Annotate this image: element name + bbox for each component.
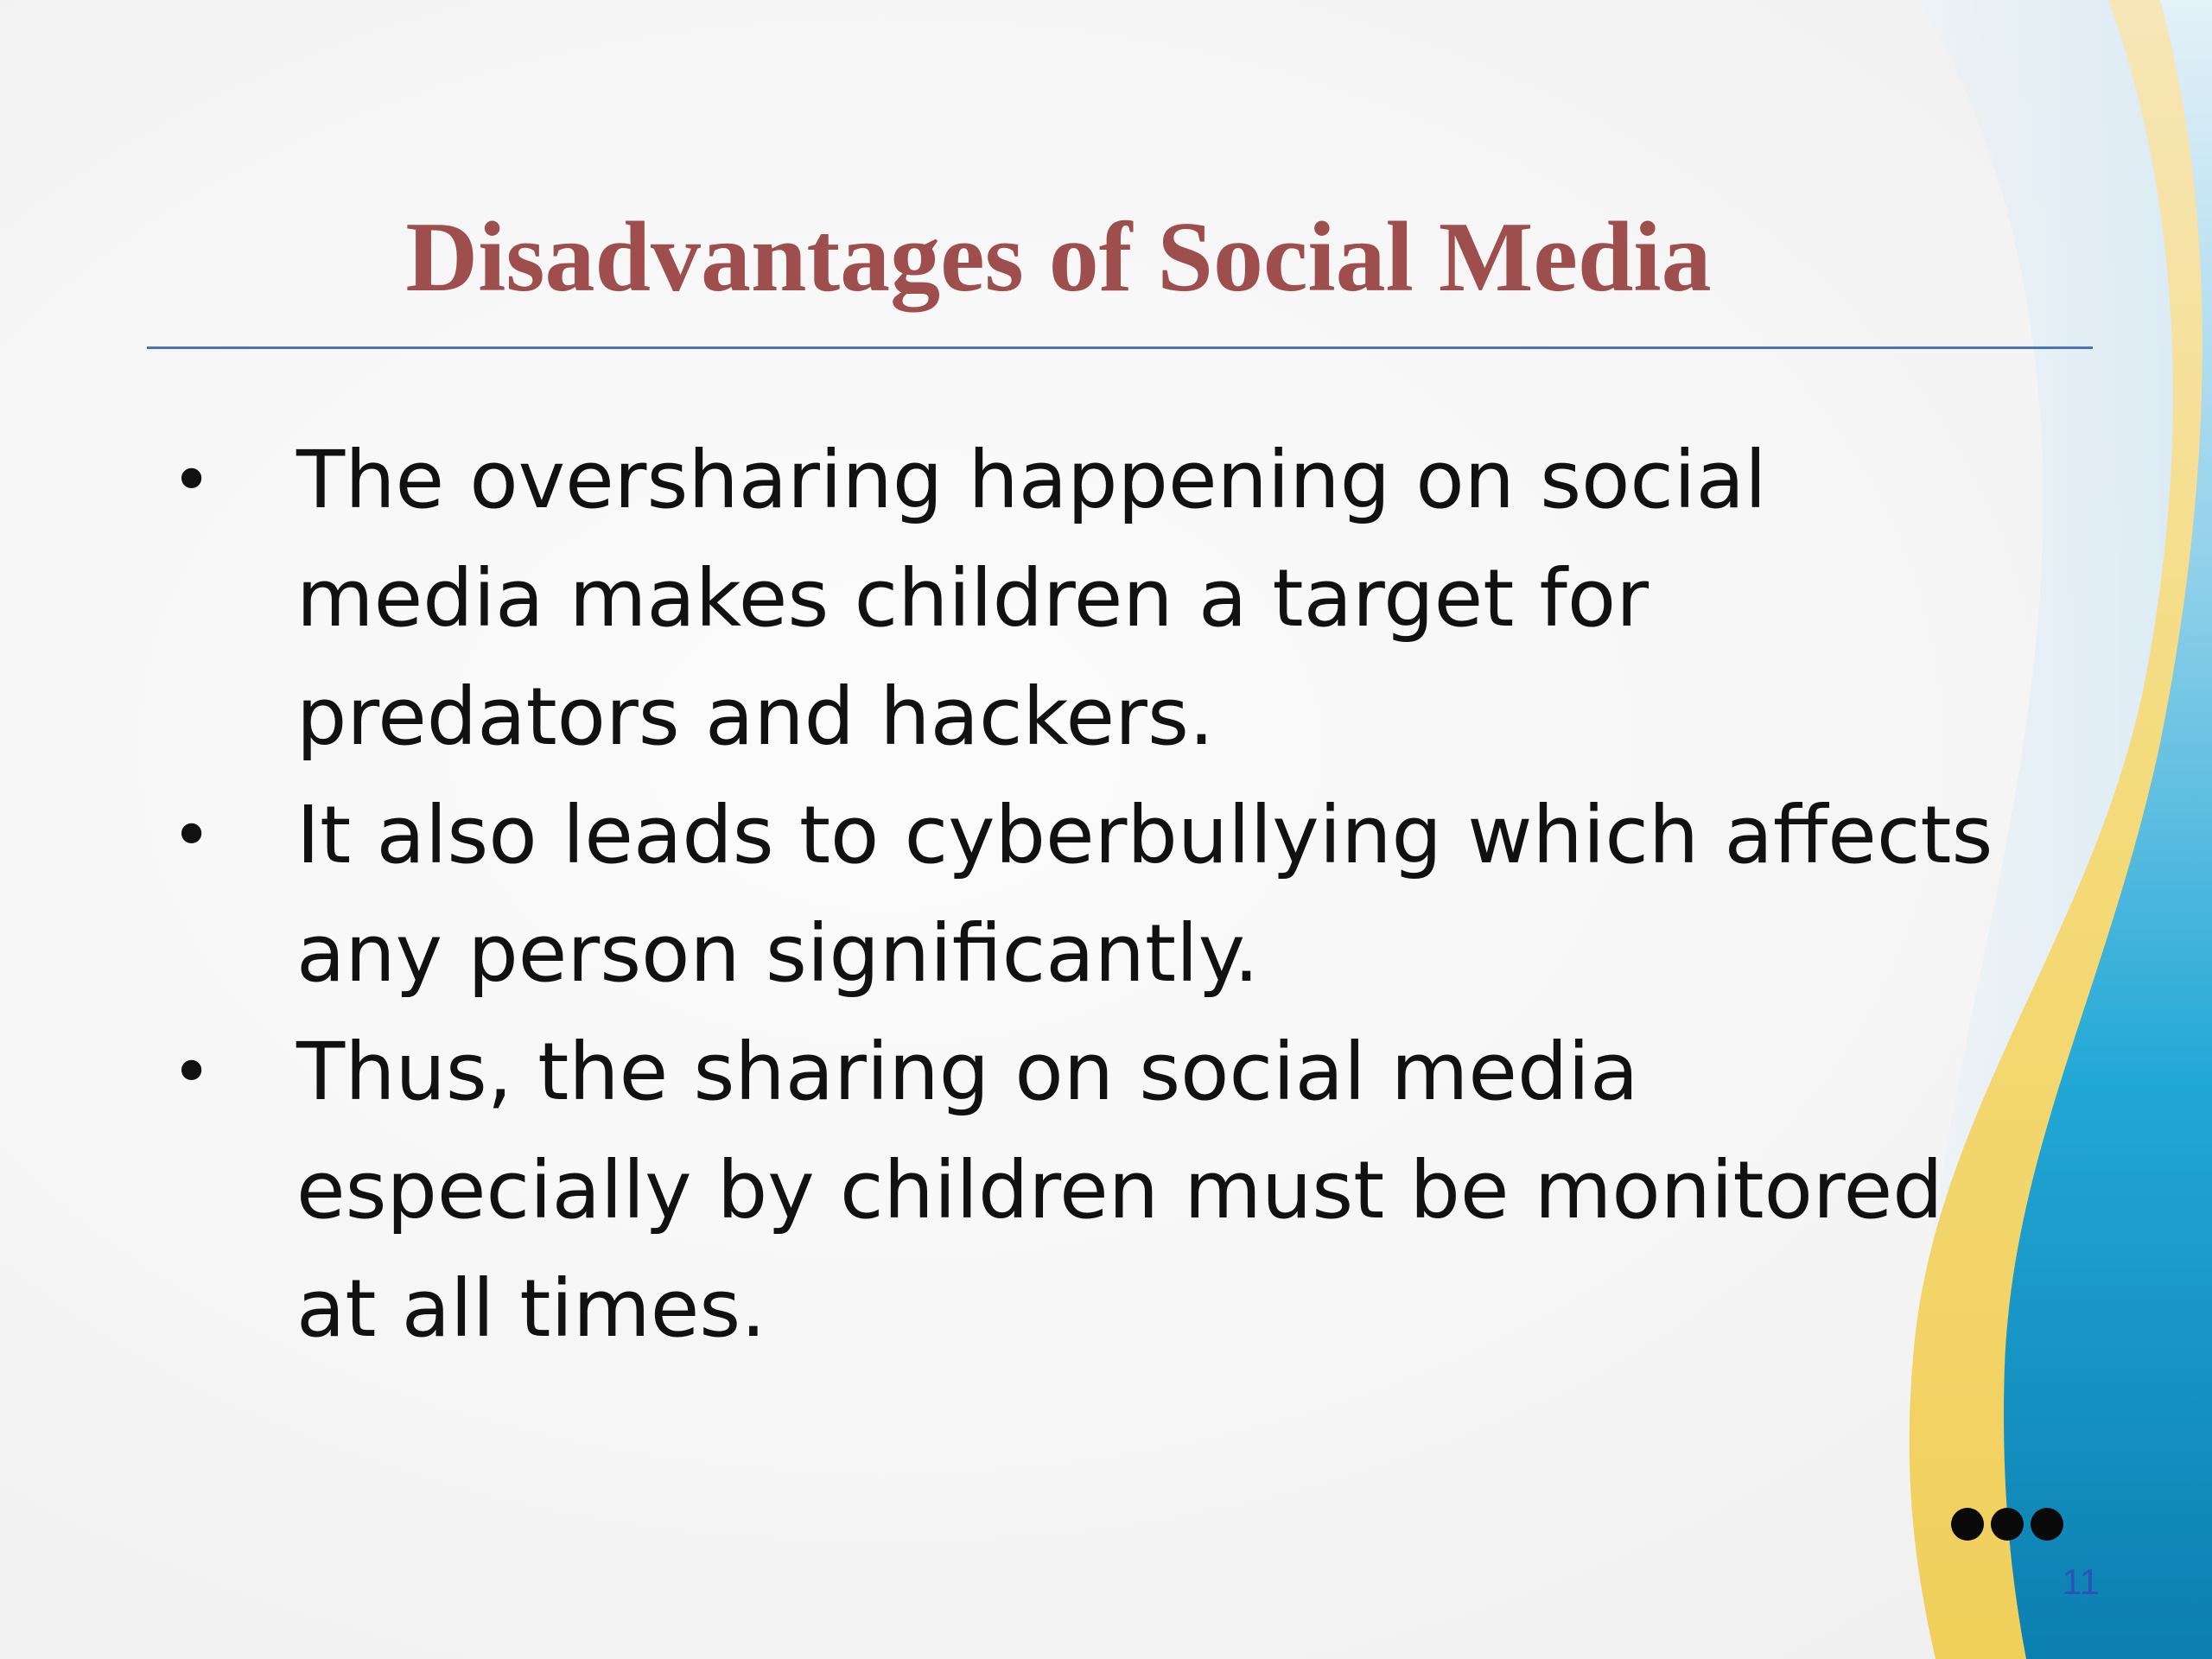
bullet-item: [168, 1013, 2026, 1368]
bullet-text: The oversharing happening on social media makes children a target for predators and hackers.: [296, 434, 1767, 763]
bullet-text: Thus, the sharing on social media especially by children must be monitored at all times.: [296, 1026, 1943, 1355]
bullet-text: It also leads to cyberbullying which affects any person significantly.: [296, 789, 1993, 1000]
page-number: 11: [2062, 1561, 2100, 1602]
slide-title: Disadvantages of Social Media: [405, 202, 1712, 313]
bullet-icon: •: [171, 440, 213, 520]
bullet-list: [168, 421, 2026, 1368]
three-dots-icon: [1951, 1508, 2063, 1541]
bullet-item: [168, 776, 2026, 1013]
bullet-item: [168, 421, 2026, 776]
dot-icon: [1991, 1508, 2024, 1541]
dot-icon: [1951, 1508, 1984, 1541]
title-divider-line: [147, 346, 2093, 349]
bullet-icon: •: [171, 795, 213, 875]
dot-icon: [2031, 1508, 2063, 1541]
bullet-icon: •: [171, 1032, 213, 1112]
